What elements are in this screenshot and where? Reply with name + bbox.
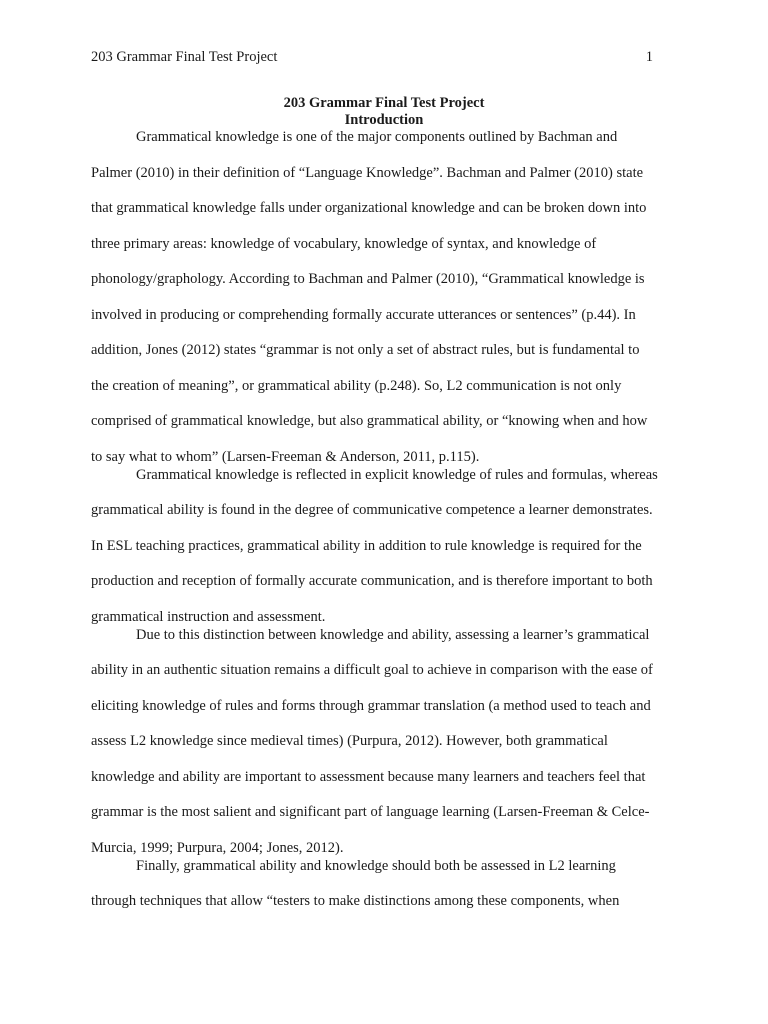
paragraph-line: assess L2 knowledge since medieval times) (Purpura, 2012). However, both grammatical bbox=[91, 733, 608, 749]
paragraph bbox=[91, 467, 677, 627]
paragraph-line: phonology/graphology. According to Bachman and Palmer (2010), “Grammatical knowledge is bbox=[91, 271, 645, 287]
paragraph-line: through techniques that allow “testers to make distinctions among these components, when bbox=[91, 893, 620, 909]
paragraph-line: knowledge and ability are important to assessment because many learners and teachers feel that bbox=[91, 768, 646, 785]
paragraph-line: the creation of meaning”, or grammatical ability (p.248). So, L2 communication is not only bbox=[91, 377, 622, 394]
paragraph-line: grammar is the most salient and significant part of language learning (Larsen-Freeman & Celce- bbox=[91, 804, 650, 820]
paragraph-line: to say what to whom” (Larsen-Freeman & Anderson, 2011, p.115). bbox=[91, 448, 480, 465]
document-title: 203 Grammar Final Test Project bbox=[283, 95, 485, 111]
paragraph-line: that grammatical knowledge falls under organizational knowledge and can be broken down into bbox=[91, 200, 647, 216]
paragraph-line: addition, Jones (2012) states “grammar is not only a set of abstract rules, but is fundamental to bbox=[91, 342, 640, 358]
paragraph-line: Palmer (2010) in their definition of “Language Knowledge”. Bachman and Palmer (2010) state bbox=[91, 164, 644, 181]
paragraph-line: Grammatical knowledge is one of the major components outlined by Bachman and bbox=[136, 129, 618, 145]
paragraph bbox=[91, 858, 677, 929]
paragraph bbox=[91, 129, 677, 467]
section-heading: Introduction bbox=[344, 112, 424, 128]
running-header bbox=[91, 47, 653, 67]
paragraph-line: grammatical ability is found in the degree of communicative competence a learner demonstrates. bbox=[91, 502, 653, 518]
page-number: 1 bbox=[645, 49, 653, 65]
document-body bbox=[91, 95, 677, 929]
paragraph-line: three primary areas: knowledge of vocabulary, knowledge of syntax, and knowledge of bbox=[91, 235, 597, 252]
paragraph-line: production and reception of formally accurate communication, and is therefore important to both bbox=[91, 573, 653, 589]
paragraph-line: Murcia, 1999; Purpura, 2004; Jones, 2012). bbox=[91, 839, 344, 856]
paragraph-line: Finally, grammatical ability and knowledge should both be assessed in L2 learning bbox=[136, 857, 616, 874]
paragraph-line: Grammatical knowledge is reflected in explicit knowledge of rules and formulas, whereas bbox=[136, 466, 658, 483]
paragraph-line: comprised of grammatical knowledge, but also grammatical ability, or “knowing when and how bbox=[91, 413, 648, 429]
paragraph-line: eliciting knowledge of rules and forms through grammar translation (a method used to teach and bbox=[91, 697, 651, 714]
paragraph-line: involved in producing or comprehending formally accurate utterances or sentences” (p.44). In bbox=[91, 306, 636, 323]
paragraph-line: ability in an authentic situation remains a difficult goal to achieve in comparison with the ease of bbox=[91, 662, 653, 678]
paragraph-line: grammatical instruction and assessment. bbox=[91, 608, 326, 625]
paragraph-line: Due to this distinction between knowledge and ability, assessing a learner’s grammatical bbox=[136, 626, 650, 643]
paragraph bbox=[91, 627, 677, 858]
running-head-title: 203 Grammar Final Test Project bbox=[91, 49, 278, 65]
paragraphs-container bbox=[91, 129, 677, 929]
paragraph-line: In ESL teaching practices, grammatical ability in addition to rule knowledge is required for the bbox=[91, 537, 642, 554]
